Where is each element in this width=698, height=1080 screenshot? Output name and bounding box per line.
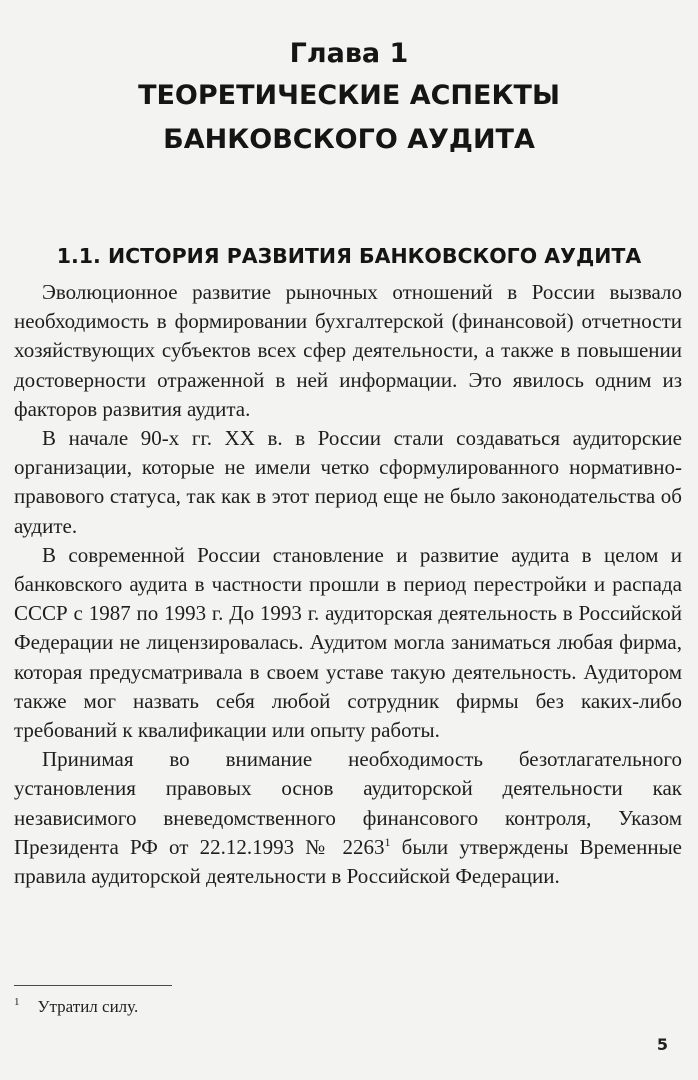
chapter-title-text: ТЕОРЕТИЧЕСКИЕ АСПЕКТЫ БАНКОВСКОГО АУДИТА: [138, 80, 560, 155]
chapter-label: Глава 1: [289, 38, 409, 69]
paragraph-4-start: Принимая во внимание необходимость безотлагательного установления правовых основ аудиторской деятельности как независимого вневедомственного финансового контроля, Указом Президента РФ от 22.12.1993 № 2263: [14, 747, 682, 859]
footnote-reference: 1: [384, 834, 391, 849]
paragraph-2: В начале 90-х гг. XX в. в России стали создаваться аудиторские организации, которые не имели четко сформулированного нормативно-правового статуса, так как в этот период еще не было законодательства об аудите.: [14, 426, 682, 538]
paragraph-1: Эволюционное развитие рыночных отношений в России вызвало необходимость в формировании бухгалтерской (финансовой) отчетности хозяйствующих субъектов всех сфер деятельности, а также в повышении достоверности отраженной в ней информации. Это явилось одним из факторов развития аудита.: [14, 280, 682, 421]
paragraph-4-end: были утверждены Временные правила аудиторской деятельности в Российской Федерации.: [14, 834, 682, 889]
body-text: [14, 278, 682, 891]
page-number: 5: [656, 1035, 668, 1054]
section-title: 1.1. ИСТОРИЯ РАЗВИТИЯ БАНКОВСКОГО АУДИТА: [56, 244, 642, 268]
paragraph-4: [14, 745, 682, 891]
footnote-text: Утратил силу.: [37, 997, 139, 1016]
footnote: [14, 994, 138, 1020]
footnote-divider: [14, 985, 172, 986]
footnote-mark: 1: [14, 996, 20, 1009]
paragraph-3: В современной России становление и развитие аудита в целом и банковского аудита в частности прошли в период перестройки и распада СССР с 1987 по 1993 г. До 1993 г. аудиторская деятельность в Российской Федерации не лицензировалась. Аудитом могла заниматься любая фирма, которая предусматривала в своем уставе такую деятельность. Аудитором также мог назвать себя любой сотрудник фирмы без каких-либо требований к квалификации или опыту работы.: [14, 542, 682, 743]
chapter-title: [0, 74, 698, 162]
